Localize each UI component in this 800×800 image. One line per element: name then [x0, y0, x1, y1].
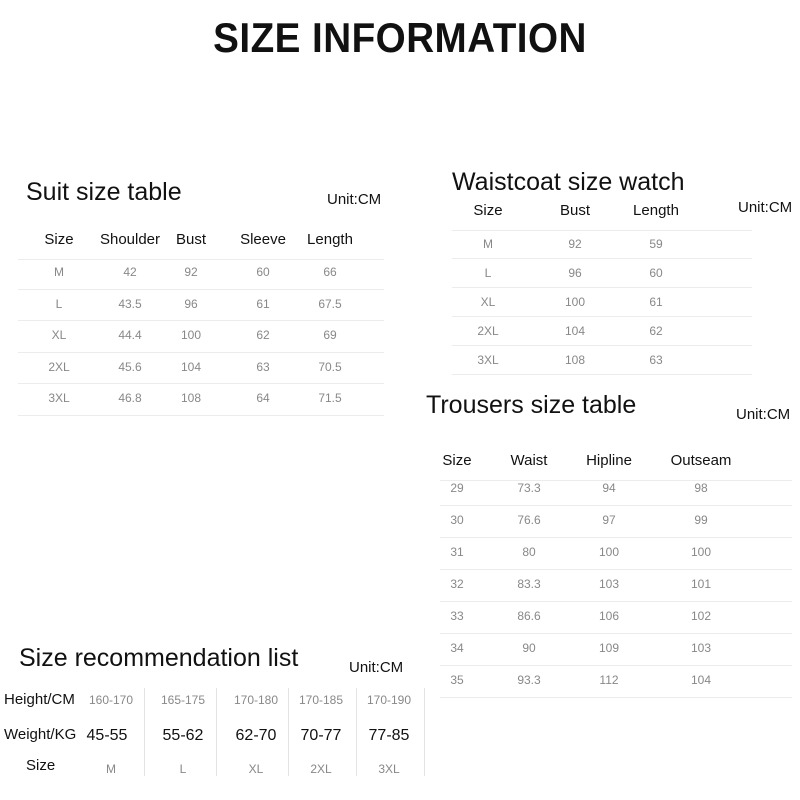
waistcoat-cell: 62 [649, 324, 663, 338]
suit-cell: L [55, 296, 63, 311]
weight-range: 55-62 [162, 727, 204, 744]
row-divider [18, 259, 384, 260]
suit-table-unit: Unit:CM [327, 191, 382, 208]
row-divider [440, 633, 792, 634]
weight-range: 70-77 [300, 727, 342, 744]
weight-range: 77-85 [368, 727, 410, 744]
trousers-cell: 104 [690, 673, 712, 687]
trousers-table-unit: Unit:CM [736, 406, 791, 423]
trousers-cell: 83.3 [517, 577, 541, 591]
row-divider [440, 537, 792, 538]
trousers-cell: 31 [450, 545, 464, 559]
recommended-size: XL [248, 762, 264, 776]
suit-cell: XL [51, 328, 67, 342]
trousers-cell: 109 [598, 641, 620, 655]
trousers-header-waist: Waist [510, 452, 548, 469]
trousers-cell: 90 [522, 641, 536, 655]
suit-header-length: Length [307, 231, 353, 248]
row-divider [18, 320, 384, 321]
trousers-cell: 102 [690, 609, 712, 623]
waistcoat-table-title: Waistcoat size watch [452, 168, 685, 196]
recommended-size: L [179, 762, 187, 776]
trousers-cell: 30 [450, 513, 464, 527]
suit-cell: 92 [184, 265, 198, 279]
row-divider [440, 505, 792, 506]
row-divider [18, 383, 384, 384]
suit-cell: 63 [256, 359, 270, 374]
trousers-cell: 33 [450, 609, 464, 623]
suit-cell: 2XL [48, 359, 70, 374]
trousers-cell: 112 [599, 673, 619, 687]
trousers-cell: 106 [598, 609, 620, 623]
suit-cell: 108 [180, 391, 202, 405]
height-row-label: Height/CM [4, 691, 75, 708]
suit-cell: 45.6 [118, 359, 142, 374]
height-range: 170-185 [298, 693, 344, 707]
waistcoat-table-unit: Unit:CM [738, 199, 793, 216]
waistcoat-cell: M [483, 237, 493, 251]
suit-cell: 69 [323, 328, 337, 342]
trousers-cell: 29 [450, 481, 464, 495]
waistcoat-cell: XL [480, 295, 496, 309]
suit-cell: 43.5 [118, 296, 142, 311]
waistcoat-cell: 3XL [477, 353, 499, 367]
trousers-header-size: Size [442, 452, 472, 469]
waistcoat-cell: 63 [649, 353, 663, 367]
suit-header-sleeve: Sleeve [240, 231, 286, 248]
suit-cell: 70.5 [318, 359, 342, 374]
suit-cell: 100 [180, 328, 202, 342]
trousers-header-hipline: Hipline [586, 452, 632, 469]
row-divider [18, 289, 384, 290]
recommend-unit: Unit:CM [349, 659, 404, 676]
suit-header-shoulder: Shoulder [99, 231, 161, 248]
suit-cell: 64 [256, 391, 270, 405]
weight-range: 62-70 [235, 727, 277, 744]
row-divider [440, 697, 792, 698]
row-divider [440, 601, 792, 602]
row-divider [18, 352, 384, 353]
suit-cell: 104 [180, 359, 202, 374]
waistcoat-header-length: Length [633, 202, 679, 219]
waistcoat-cell: L [484, 266, 492, 280]
suit-cell: 46.8 [118, 391, 142, 405]
recommended-size: 2XL [310, 762, 332, 776]
suit-cell: 44.4 [118, 328, 142, 342]
recommended-size: 3XL [378, 762, 400, 776]
trousers-cell: 100 [598, 545, 620, 559]
waistcoat-cell: 59 [649, 237, 663, 251]
waistcoat-cell: 104 [564, 324, 586, 338]
waistcoat-cell: 100 [564, 295, 586, 309]
row-divider [452, 316, 752, 317]
suit-header-bust: Bust [175, 231, 206, 248]
row-divider [440, 569, 792, 570]
waistcoat-cell: 60 [649, 266, 663, 280]
suit-cell: 42 [123, 265, 137, 279]
suit-header-size: Size [44, 231, 74, 248]
trousers-cell: 103 [690, 641, 712, 655]
trousers-cell: 32 [450, 577, 464, 591]
row-divider [452, 374, 752, 375]
trousers-cell: 98 [694, 481, 708, 495]
suit-cell: 71.5 [318, 391, 342, 405]
suit-cell: 61 [256, 296, 270, 311]
weight-range: 45-55 [86, 727, 128, 744]
trousers-header-outseam: Outseam [670, 452, 732, 469]
suit-table-title: Suit size table [26, 178, 182, 206]
suit-cell: 3XL [48, 391, 70, 405]
suit-cell: M [54, 265, 64, 279]
waistcoat-header-bust: Bust [559, 202, 590, 219]
trousers-cell: 93.3 [517, 673, 541, 687]
trousers-table-title: Trousers size table [426, 391, 637, 419]
waistcoat-cell: 92 [568, 237, 582, 251]
trousers-cell: 99 [694, 513, 708, 527]
row-divider [452, 287, 752, 288]
size-row-label: Size [26, 757, 56, 774]
waistcoat-header-size: Size [473, 202, 503, 219]
recommended-size: M [106, 762, 116, 776]
height-range: 165-175 [160, 693, 206, 707]
suit-cell: 67.5 [318, 296, 342, 311]
suit-cell: 62 [256, 328, 270, 342]
trousers-cell: 94 [602, 481, 616, 495]
trousers-cell: 97 [602, 513, 616, 527]
height-range: 160-170 [88, 693, 134, 707]
trousers-cell: 35 [450, 673, 464, 687]
weight-row-label: Weight/KG [4, 726, 77, 743]
page-title: SIZE INFORMATION [213, 14, 587, 61]
waistcoat-cell: 108 [564, 353, 586, 367]
row-divider [452, 345, 752, 346]
recommend-title: Size recommendation list [19, 644, 299, 672]
trousers-cell: 80 [522, 545, 536, 559]
trousers-cell: 86.6 [517, 609, 541, 623]
row-divider [452, 258, 752, 259]
row-divider [452, 230, 752, 231]
trousers-cell: 34 [450, 641, 464, 655]
waistcoat-cell: 61 [649, 295, 663, 309]
height-range: 170-190 [366, 693, 412, 707]
suit-cell: 96 [184, 296, 198, 311]
trousers-cell: 73.3 [517, 481, 541, 495]
waistcoat-cell: 96 [568, 266, 582, 280]
row-divider [18, 415, 384, 416]
row-divider [440, 665, 792, 666]
waistcoat-cell: 2XL [477, 324, 499, 338]
trousers-cell: 101 [690, 577, 712, 591]
suit-cell: 60 [256, 265, 270, 279]
suit-cell: 66 [323, 265, 337, 279]
trousers-cell: 76.6 [517, 513, 541, 527]
trousers-cell: 100 [690, 545, 712, 559]
trousers-cell: 103 [598, 577, 620, 591]
height-range: 170-180 [233, 693, 279, 707]
